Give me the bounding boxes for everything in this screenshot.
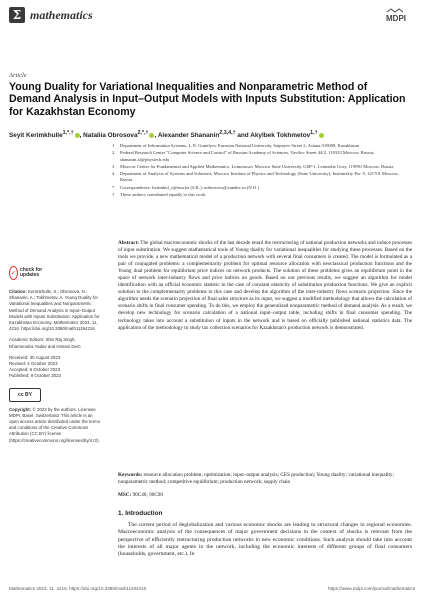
affiliation-list [112, 143, 412, 199]
keywords-label: Keywords: [118, 472, 143, 478]
copyright-label: Copyright: [9, 406, 32, 412]
affiliation-mark: 2 [112, 150, 115, 156]
msc-text: 90C46; 90C90 [132, 492, 163, 498]
footer-citation[interactable]: Mathematics 2023, 11, 4216. https://doi.org/10.3390/math11194216 [9, 586, 147, 591]
affiliation-text: Federal Research Center "Computer Science and Control" of Russian Academy of Sciences, Vavilov Street 44/2, 119333 Moscow, Russia; shananin.ai@phystech.edu [120, 150, 375, 162]
editors-label: Academic Editors: [9, 337, 45, 343]
footer-journal-link[interactable]: https://www.mdpi.com/journal/mathematics [327, 586, 415, 591]
correspondence-text[interactable]: Correspondence: kerimkul_s@enu.kz (S.K.); nobrosova@yandex.ru (N.O.) [120, 184, 259, 190]
affiliation-text: Department of Information Systems, L.N. Gumilyov Eurasian National University, Satpayev Street 2, Astana 010008, Kazakhstan [120, 143, 360, 148]
dates-block [9, 355, 101, 380]
affiliation-text: Moscow Center for Fundamental and Applied Mathematics, Lomonosov Moscow State University, GSP-1, Leninskie Gory, 119991 Moscow, Russia [120, 163, 394, 169]
author-affiliation-mark: 1,† [310, 130, 318, 136]
msc-label: MSC: [118, 492, 132, 498]
equal-contribution-note [112, 192, 412, 198]
keywords-text: resource allocation problem; optimization; input–output analysis; CES production; Young duality; variational inequality; nonparametric method; competitive equilibrium; production network; supply chain [118, 472, 394, 485]
received-date: Received: 30 August 2023 [9, 354, 61, 360]
author-name[interactable]: Alexander Shananin [157, 132, 220, 140]
author-list [9, 130, 419, 139]
revised-date: Revised: 4 October 2023 [9, 361, 58, 367]
correspondence-item [112, 185, 412, 191]
author-affiliation-mark: 1,*,† [62, 130, 74, 136]
editors-block [9, 337, 101, 349]
citation-journal: Mathematics [53, 320, 79, 326]
affiliation-item [112, 171, 412, 184]
accepted-date: Accepted: 6 October 2023 [9, 367, 61, 373]
citation-label: Citation: [9, 289, 27, 294]
abstract-text: The global macroeconomic shocks of the last decade entail the restructuring of national production networks and induce processes of input substitution. We suggest mathematical tools of Young duality for variational inequalities for studying these processes. Based on the tools we provide, a new mathematical model of a production network with several final consumers is created. The model is formulated as a pair of conjugated problems: a complementarity problem for optimal resource allocation with neoclassical production functions and the Young dual problem for equilibrium price indices on network products. The solution of these problems gives an equilibrium point in the space of network inter-industry flows and price indices on goods. Based on our previous results, we suggest an algorithm for model identification with an official economic statistic in the case of constant elasticity of substitution production functions. We give an explicit solution to the complementarity problems in this case and develop the algorithm of the inter-industry flows scenario projection. Since the algorithm needs the scenario projection of final sales structure as its input, we suggest a modified methodology that allows the calculation of scenario shifts in final consumer spending. To do this, we employ the generalized nonparametric method of demand analysis. As a result, we develop new technology for scenario calculation of a national input–output table, including shifts in final consumer spending. The technology takes into account a substitution of inputs in the network and is based on officially published national statistics data. The application of the methodology to study tax collection scenarios for Kazakhstan's production network is demonstrated. [118, 240, 412, 331]
copyright-block [9, 407, 101, 444]
abstract-label: Abstract: [118, 240, 140, 246]
check-for-updates-button[interactable] [9, 262, 45, 284]
orcid-icon[interactable] [319, 133, 324, 138]
affiliation-item [112, 164, 412, 170]
mdpi-logo-text: MDPI [386, 14, 406, 23]
author-affiliation-mark: 2,*,† [137, 130, 149, 136]
affiliation-mark: 4 [112, 171, 115, 177]
author-separator: and [235, 132, 251, 140]
author-name[interactable]: Nataliia Obrosova [83, 132, 138, 140]
affiliation-text: Department of Analysis of Systems and Solutions, Moscow Institute of Physics and Technology (State University), Institutskiy Per. 9, 141701 Moscow, Russia [120, 171, 399, 183]
editors-text: Shiv Raj Singh, Dharmendra Yadav and Himani Dem [9, 337, 81, 349]
author-name[interactable]: Seyit Kerimkhulle [9, 132, 63, 140]
introduction-paragraph: The current period of deglobalization and various economic shocks are leading to structural changes in regional economies. Macroeconomic analysis of the consequences of major government decisions in the context of shocks is relevant from the perspective of efficiently restructuring production networks in new economic conditions. Such analysis should take into account the interests of all major agents in the network, including the economic interests of different groups of final consumers (households, government, etc.). In [118, 522, 412, 558]
citation-block [9, 289, 101, 332]
affiliation-mark: 1 [112, 143, 115, 148]
section-heading: 1. Introduction [118, 510, 163, 517]
check-updates-icon: ✓ [9, 266, 18, 280]
cc-by-license-icon[interactable]: cc BY [9, 388, 41, 402]
citation-doi-link[interactable]: 2023, 11, 4216. https://doi.org/10.3390/math11194216 [9, 320, 98, 332]
abstract [118, 240, 412, 332]
author-separator: , [79, 132, 84, 140]
affiliation-mark: * [112, 184, 115, 190]
page-footer [9, 586, 415, 591]
published-date: Published: 9 October 2023 [9, 373, 61, 379]
mdpi-logo-icon [385, 7, 415, 23]
affiliation-mark: 3 [112, 163, 115, 169]
affiliation-item [112, 150, 412, 163]
affiliation-mark: † [112, 192, 115, 198]
author-separator: , [154, 132, 158, 140]
sidebar [9, 262, 101, 444]
sigma-logo-icon: Σ [12, 8, 22, 22]
citation-text: Kerimkhulle, S.; Obrosova, N.; Shananin, A.; Tokhmetov, A. Young Duality for Variational Inequalities and Nonparametric Method of Demand Analysis in Input–Output Models with Inputs Substitution: Application for Kazakhstan Economy. [9, 289, 100, 326]
author-affiliation-mark: 2,3,4,† [219, 130, 236, 136]
article-type: Article [9, 72, 27, 79]
equal-contribution-text: These authors contributed equally to this work. [120, 192, 207, 198]
journal-logo [9, 7, 25, 23]
check-updates-label: check for updates [20, 266, 43, 278]
copyright-text: © 2023 by the authors. Licensee MDPI, Basel, Switzerland. This article is an open access article distributed under the terms and conditions of the Creative Commons Attribution (CC BY) license (https://creativecommons.org/licenses/by/4.0/). [9, 406, 101, 443]
author-name[interactable]: Akylbek Tokhmetov [250, 132, 311, 140]
affiliation-item [112, 143, 412, 149]
keywords [118, 472, 412, 486]
journal-name: mathematics [30, 8, 93, 22]
msc-codes [118, 492, 412, 498]
paper-title: Young Duality for Variational Inequalities and Nonparametric Method of Demand Analysis in Input–Output Models with Inputs Substitution: Application for Kazakhstan Economy [9, 81, 406, 118]
